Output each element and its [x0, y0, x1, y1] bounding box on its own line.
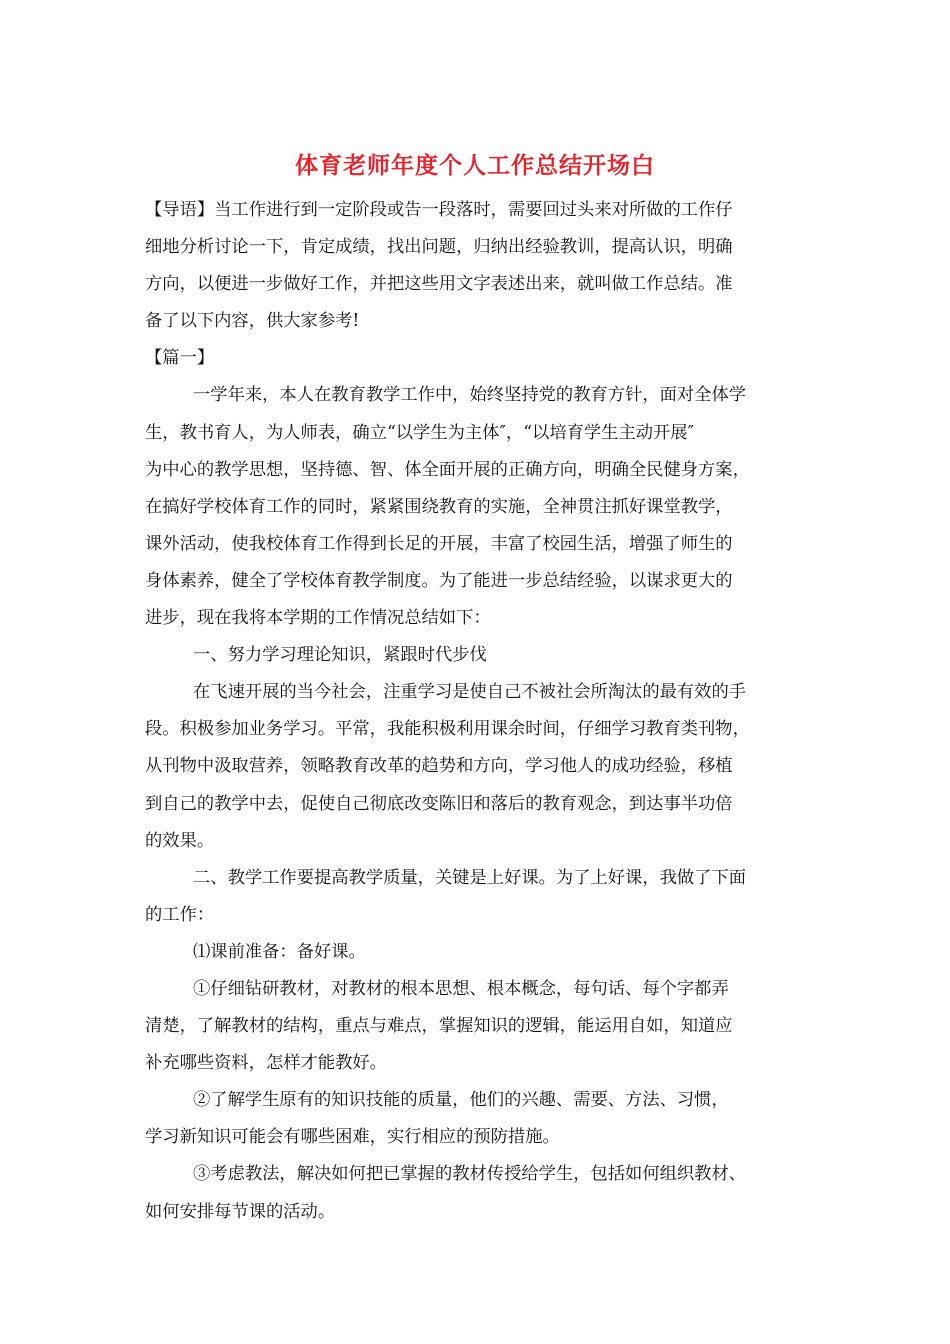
text-line: ③考虑教法，解决如何把已掌握的教材传授给学生，包括如何组织教材、 [193, 1164, 747, 1185]
text-line: 到自己的教学中去，促使自己彻底改变陈旧和落后的教育观念，到达事半功倍 [145, 793, 733, 814]
text-line: 课外活动，使我校体育工作得到长足的开展，丰富了校园生活，增强了师生的 [145, 533, 733, 554]
text-line: 一、努力学习理论知识，紧跟时代步伐 [193, 645, 487, 666]
text-line: 在飞速开展的当今社会，注重学习是使自己不被社会所淘汰的最有效的手 [193, 682, 747, 703]
text-line: 方向，以便进一步做好工作，并把这些用文字表述出来，就叫做工作总结。准 [145, 274, 733, 295]
text-line: 的效果。 [145, 830, 215, 851]
text-line: 生，教书育人，为人师表，确立“以学生为主体″，“以培育学生主动开展″ [145, 422, 695, 443]
text-line: 如何安排每节课的活动。 [145, 1201, 336, 1222]
document-body [145, 192, 811, 1231]
document-title: 体育老师年度个人工作总结开场白 [295, 152, 655, 179]
text-line: 二、教学工作要提高教学质量，关键是上好课。为了上好课，我做了下面 [193, 867, 747, 888]
text-line: 学习新知识可能会有哪些困难，实行相应的预防措施。 [145, 1127, 560, 1148]
text-line: 清楚，了解教材的结构，重点与难点，掌握知识的逻辑，能运用自如，知道应 [145, 1016, 733, 1037]
text-line: ②了解学生原有的知识技能的质量，他们的兴趣、需要、方法、习惯， [193, 1090, 729, 1111]
text-line: 段。积极参加业务学习。平常，我能积极利用课余时间，仔细学习教育类刊物， [145, 719, 750, 740]
text-line: 从刊物中汲取营养，领略教育改革的趋势和方向，学习他人的成功经验，移植 [145, 756, 733, 777]
text-line: 进步，现在我将本学期的工作情况总结如下： [145, 608, 491, 629]
text-line: 备了以下内容，供大家参考! [145, 311, 360, 332]
text-line: 为中心的教学思想，坚持德、智、体全面开展的正确方向，明确全民健身方案， [145, 459, 750, 480]
text-line: 一学年来，本人在教育教学工作中，始终坚持党的教育方针，面对全体学 [193, 385, 747, 406]
text-line: 补充哪些资料，怎样才能教好。 [145, 1053, 387, 1074]
text-line: ①仔细钻研教材，对教材的根本思想、根本概念，每句话、每个字都弄 [193, 978, 729, 999]
text-line: 【导语】当工作进行到一定阶段或告一段落时，需要回过头来对所做的工作仔 [145, 200, 733, 220]
text-line: 的工作： [145, 904, 215, 925]
text-line: 细地分析讨论一下，肯定成绩，找出问题，归纳出经验教训，提高认识，明确 [145, 237, 733, 258]
text-line: ⑴课前准备：备好课。 [193, 941, 366, 962]
text-line: 在搞好学校体育工作的同时，紧紧围绕教育的实施，全神贯注抓好课堂教学， [145, 496, 733, 517]
text-line: 身体素养，健全了学校体育教学制度。为了能进一步总结经验，以谋求更大的 [145, 570, 733, 591]
text-line: 【篇一】 [145, 348, 215, 369]
